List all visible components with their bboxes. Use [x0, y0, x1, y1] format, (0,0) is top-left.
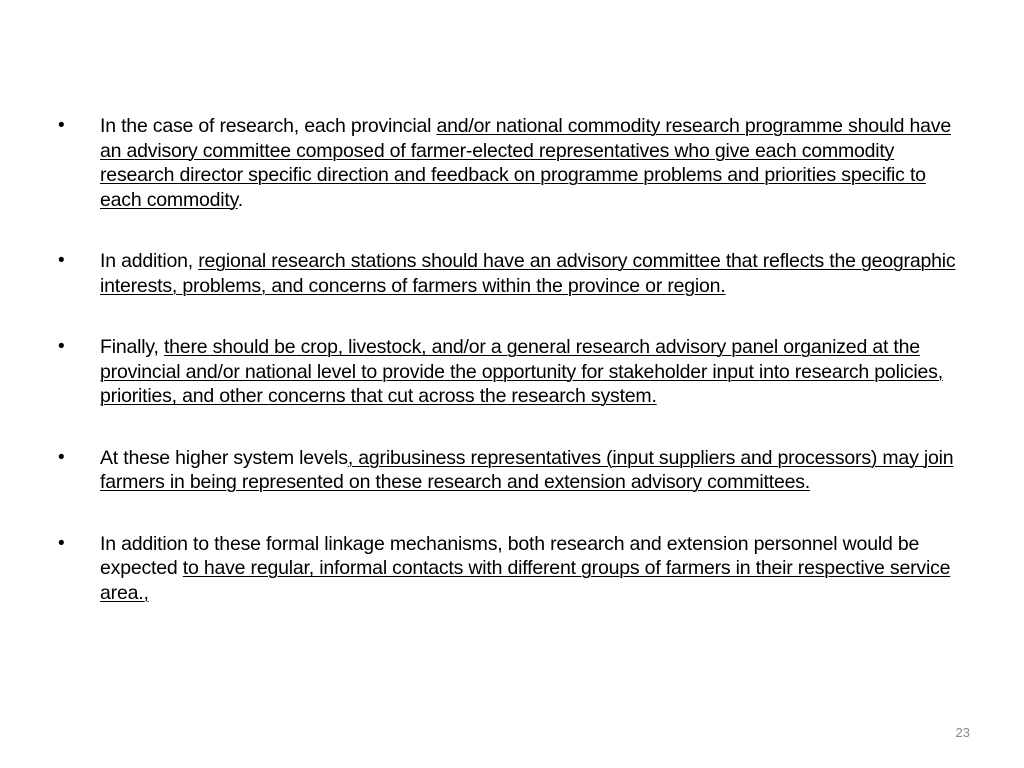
bullet-underlined-text: , agribusiness representatives (input suppliers and processors) may join farmers in being represented on these research and extension advisory committees. — [100, 446, 954, 493]
bullet-item — [58, 114, 958, 212]
bullet-item — [58, 446, 958, 495]
bullet-icon: • — [58, 250, 65, 271]
bullet-tail-text: . — [237, 188, 243, 211]
bullet-icon: • — [58, 446, 65, 468]
bullet-list — [58, 114, 958, 642]
bullet-underlined-text: and/or national commodity research programme should have an advisory committee composed of farmer-elected representatives who give each commodity research director specific direction and feedback on programme problems and priorities specific to each commodity — [100, 115, 951, 211]
bullet-text: At these higher system levels — [100, 446, 348, 469]
bullet-icon: • — [58, 115, 65, 136]
bullet-text: In the case of research, each provincial — [100, 115, 437, 137]
bullet-item — [58, 335, 958, 409]
bullet-text: In addition to these formal linkage mechanisms, both research and extension personnel would be expected — [100, 532, 920, 579]
bullet-item — [58, 249, 958, 298]
bullet-underlined-text: regional research stations should have an advisory committee that reflects the geographic interests, problems, and concerns of farmers within the province or region. — [100, 250, 956, 297]
bullet-underlined-text: to have regular, informal contacts with different groups of farmers in their respective service area., — [100, 557, 951, 604]
bullet-underlined-text: there should be crop, livestock, and/or a general research advisory panel organized at the provincial and/or national level to provide the opportunity for stakeholder input into research policies, priorities, and other concerns that cut across the research system. — [100, 336, 943, 407]
bullet-icon: • — [58, 336, 65, 357]
bullet-icon: • — [58, 532, 65, 554]
bullet-text: Finally, — [100, 336, 164, 358]
page-number: 23 — [955, 725, 970, 740]
bullet-item — [58, 532, 958, 606]
bullet-text: In addition, — [100, 250, 199, 272]
